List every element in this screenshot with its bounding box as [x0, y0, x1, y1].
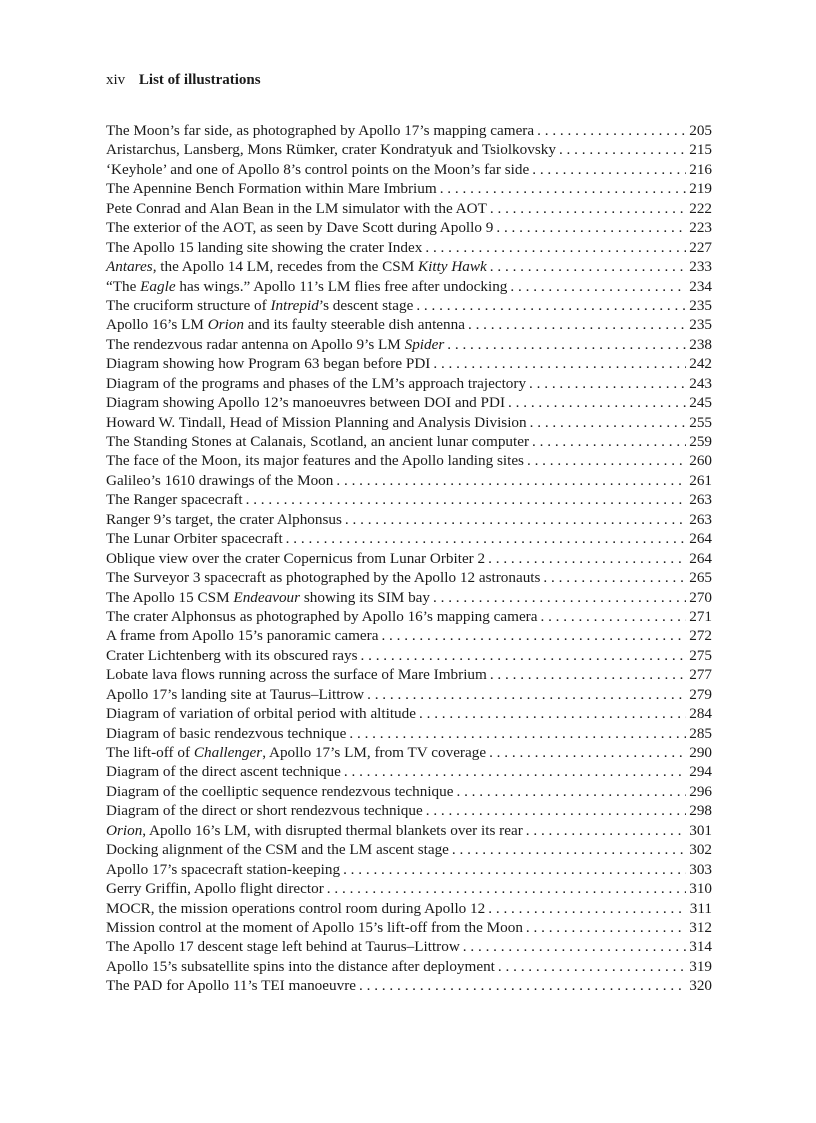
list-item	[106, 568, 712, 587]
dot-leader	[507, 277, 686, 296]
title-segment: Pete Conrad and Alan Bean in the LM simulator with the AOT	[106, 199, 487, 217]
title-segment: Apollo 17’s landing site at Taurus–Littrow	[106, 685, 365, 703]
title-segment: The rendezvous radar antenna on Apollo 9’s LM	[106, 335, 405, 353]
dot-leader	[324, 879, 686, 898]
entry-title	[106, 529, 283, 548]
dot-leader	[493, 218, 686, 237]
dot-leader	[243, 490, 686, 509]
list-item	[106, 724, 712, 743]
title-segment: Diagram of the programs and phases of the LM’s approach trajectory	[106, 374, 527, 392]
entry-page-number: 319	[689, 957, 712, 975]
entry-page-number: 263	[689, 510, 712, 528]
entry-title	[106, 588, 430, 607]
entry-title	[106, 724, 346, 743]
italic-title-segment: Orion	[207, 316, 244, 334]
title-segment: ‘Keyhole’ and one of Apollo 8’s control points on the Moon’s far side	[106, 160, 530, 178]
list-item	[106, 296, 712, 315]
dot-leader	[523, 918, 686, 937]
italic-title-segment: Kitty Hawk	[418, 258, 487, 276]
title-segment: The lift-off of	[106, 744, 194, 761]
title-segment: Galileo’s 1610 drawings of the Moon	[106, 471, 334, 489]
entry-page-number: 260	[689, 452, 712, 470]
entry-title	[106, 335, 444, 354]
entry-title	[106, 413, 527, 432]
entry-title	[106, 976, 356, 995]
entry-page-number: 296	[689, 782, 712, 800]
entry-page-number: 310	[689, 880, 712, 898]
dot-leader	[378, 626, 686, 645]
entry-title	[106, 140, 556, 159]
entry-page-number: 311	[689, 899, 712, 917]
dot-leader	[529, 160, 686, 179]
list-item	[106, 879, 712, 898]
dot-leader	[487, 199, 686, 218]
entry-page-number: 285	[689, 724, 712, 742]
entry-title	[106, 685, 364, 704]
entry-title	[106, 179, 437, 198]
dot-leader	[444, 335, 686, 354]
entry-page-number: 238	[689, 335, 712, 353]
title-segment: The crater Alphonsus as photographed by Apollo 16’s mapping camera	[106, 607, 538, 625]
title-segment: Diagram showing how Program 63 began before PDI	[106, 355, 431, 373]
list-item	[106, 510, 712, 529]
running-header	[106, 70, 261, 90]
title-segment: The Apollo 15 landing site showing the crater Index	[106, 238, 423, 256]
entry-page-number: 245	[689, 394, 712, 412]
entry-title	[106, 471, 333, 490]
entry-page-number: 222	[689, 199, 712, 217]
title-segment: showing its SIM bay	[300, 588, 431, 606]
entry-page-number: 279	[689, 685, 712, 703]
list-item	[106, 665, 712, 684]
list-item	[106, 976, 712, 995]
title-segment: Aristarchus, Lansberg, Mons Rümker, crater Kondratyuk and Tsiolkovsky	[106, 141, 556, 159]
dot-leader	[437, 179, 686, 198]
list-item	[106, 937, 712, 956]
italic-title-segment: Challenger	[193, 744, 263, 761]
entry-title	[106, 257, 487, 276]
list-item	[106, 354, 712, 373]
entry-page-number: 234	[689, 277, 712, 295]
list-item	[106, 140, 712, 159]
entry-page-number: 235	[689, 316, 712, 334]
dot-leader	[524, 451, 686, 470]
entry-page-number: 275	[689, 646, 712, 664]
list-item	[106, 762, 712, 781]
entry-page-number: 215	[689, 141, 712, 159]
title-segment: The Apennine Bench Formation within Mare Imbrium	[106, 180, 437, 198]
dot-leader	[529, 432, 686, 451]
entry-title	[106, 490, 243, 509]
entry-title	[106, 315, 465, 334]
title-segment: The Lunar Orbiter spacecraft	[106, 530, 283, 548]
list-item	[106, 899, 712, 918]
title-segment: and its faulty steerable dish antenna	[243, 316, 465, 334]
dot-leader	[487, 257, 686, 276]
list-item	[106, 432, 712, 451]
dot-leader	[430, 588, 686, 607]
entry-title	[106, 432, 529, 451]
dot-leader	[453, 782, 686, 801]
list-item	[106, 413, 712, 432]
title-segment: Apollo 16’s LM	[106, 316, 208, 334]
list-item	[106, 685, 712, 704]
entry-title	[106, 160, 529, 179]
italic-title-segment: Spider	[404, 335, 445, 353]
list-item	[106, 335, 712, 354]
entry-page-number: 242	[689, 355, 712, 373]
entry-page-number: 298	[689, 802, 712, 820]
title-segment: Oblique view over the crater Copernicus from Lunar Orbiter 2	[106, 549, 486, 567]
entry-page-number: 259	[689, 433, 712, 450]
entry-page-number: 219	[689, 180, 712, 198]
list-item	[106, 704, 712, 723]
entry-title	[106, 899, 485, 918]
dot-leader	[342, 510, 686, 529]
title-segment: Docking alignment of the CSM and the LM ascent stage	[106, 841, 449, 859]
title-segment: The cruciform structure of	[106, 296, 271, 314]
title-segment: Diagram of basic rendezvous technique	[106, 724, 347, 742]
title-segment: “The	[106, 277, 141, 295]
dot-leader	[341, 762, 686, 781]
entry-page-number: 270	[689, 588, 712, 606]
entry-title	[106, 879, 324, 898]
title-segment: Gerry Griffin, Apollo flight director	[106, 880, 324, 898]
entry-page-number: 243	[689, 374, 712, 392]
dot-leader	[505, 393, 686, 412]
entry-page-number: 216	[689, 160, 712, 178]
dot-leader	[358, 646, 686, 665]
title-segment: MOCR, the mission operations control room during Apollo 12	[106, 899, 486, 917]
dot-leader	[495, 957, 686, 976]
list-item	[106, 451, 712, 470]
title-segment: Diagram of the direct or short rendezvous technique	[106, 802, 423, 820]
dot-leader	[333, 471, 686, 490]
title-segment: Apollo 15’s subsatellite spins into the distance after deployment	[106, 957, 495, 975]
list-item	[106, 471, 712, 490]
italic-title-segment: Intrepid	[270, 296, 319, 314]
title-segment: Diagram of the coelliptic sequence rendezvous technique	[106, 782, 454, 800]
entry-page-number: 290	[689, 744, 712, 761]
entry-title	[106, 918, 523, 937]
entry-page-number: 223	[689, 219, 712, 237]
entry-page-number: 284	[689, 705, 712, 723]
page-number: xiv	[106, 72, 126, 88]
entry-title	[106, 393, 505, 412]
entry-title	[106, 646, 358, 665]
list-item	[106, 801, 712, 820]
dot-leader	[423, 801, 686, 820]
title-segment: ’s descent stage	[318, 296, 414, 314]
entry-title	[106, 549, 485, 568]
list-item	[106, 607, 712, 626]
list-item	[106, 743, 712, 762]
list-item	[106, 646, 712, 665]
title-segment: A frame from Apollo 15’s panoramic camera	[106, 627, 379, 645]
title-segment: The Surveyor 3 spacecraft as photographed by the Apollo 12 astronauts	[106, 569, 541, 587]
list-item	[106, 218, 712, 237]
title-segment: Diagram showing Apollo 12’s manoeuvres between DOI and PDI	[106, 394, 506, 412]
title-segment: Crater Lichtenberg with its obscured rays	[106, 646, 358, 664]
list-item	[106, 121, 712, 140]
entry-page-number: 235	[689, 296, 712, 314]
entry-page-number: 255	[689, 413, 712, 431]
italic-title-segment: Eagle	[140, 277, 176, 295]
dot-leader	[460, 937, 686, 956]
dot-leader	[527, 413, 686, 432]
entry-page-number: 302	[689, 841, 712, 859]
entry-title	[106, 374, 526, 393]
title-segment: Ranger 9’s target, the crater Alphonsus	[106, 510, 342, 528]
list-item	[106, 238, 712, 257]
entry-page-number: 265	[689, 569, 712, 587]
title-segment: Mission control at the moment of Apollo 15’s lift-off from the Moon	[106, 918, 523, 936]
entry-title	[106, 568, 540, 587]
dot-leader	[534, 121, 686, 140]
entry-title	[106, 121, 534, 140]
list-item	[106, 782, 712, 801]
italic-title-segment: Orion	[106, 821, 143, 839]
list-item	[106, 160, 712, 179]
entry-page-number: 294	[689, 763, 712, 781]
title-segment: The exterior of the AOT, as seen by Dave Scott during Apollo 9	[106, 219, 494, 237]
list-item	[106, 199, 712, 218]
illustrations-list	[106, 121, 712, 996]
entry-title	[106, 238, 422, 257]
dot-leader	[526, 374, 686, 393]
entry-page-number: 271	[689, 607, 712, 625]
title-segment: has wings.” Apollo 11’s LM flies free after undocking	[175, 277, 508, 295]
entry-title	[106, 762, 341, 781]
entry-page-number: 264	[689, 530, 712, 548]
dot-leader	[356, 976, 686, 995]
title-segment: Apollo 17’s spacecraft station-keeping	[106, 860, 341, 878]
title-segment: The Moon’s far side, as photographed by Apollo 17’s mapping camera	[106, 122, 535, 139]
title-segment: Howard W. Tindall, Head of Mission Planning and Analysis Division	[106, 413, 527, 431]
dot-leader	[556, 140, 686, 159]
title-segment: , Apollo 17’s LM, from TV coverage	[262, 744, 487, 761]
entry-title	[106, 957, 495, 976]
dot-leader	[487, 665, 686, 684]
list-item	[106, 257, 712, 276]
entry-title	[106, 860, 340, 879]
entry-title	[106, 296, 413, 315]
list-item	[106, 490, 712, 509]
list-item	[106, 393, 712, 412]
entry-page-number: 312	[689, 918, 712, 936]
entry-page-number: 261	[689, 471, 712, 489]
dot-leader	[413, 296, 686, 315]
list-item	[106, 549, 712, 568]
list-item	[106, 626, 712, 645]
dot-leader	[485, 549, 686, 568]
dot-leader	[540, 568, 686, 587]
entry-title	[106, 937, 460, 956]
running-title: List of illustrations	[138, 72, 261, 88]
title-segment: Diagram of variation of orbital period with altitude	[106, 705, 416, 723]
entry-title	[106, 743, 486, 762]
list-item	[106, 840, 712, 859]
italic-title-segment: Antares	[106, 258, 153, 276]
entry-page-number: 314	[689, 938, 712, 956]
dot-leader	[416, 704, 686, 723]
entry-title	[106, 665, 487, 684]
title-segment: The Standing Stones at Calanais, Scotland, an ancient lunar computer	[106, 433, 530, 450]
entry-title	[106, 782, 453, 801]
dot-leader	[422, 238, 686, 257]
title-segment: The face of the Moon, its major features and the Apollo landing sites	[106, 452, 524, 470]
title-segment: Diagram of the direct ascent technique	[106, 763, 341, 781]
dot-leader	[537, 607, 686, 626]
entry-page-number: 301	[689, 821, 712, 839]
list-item	[106, 277, 712, 296]
entry-title	[106, 510, 342, 529]
entry-page-number: 320	[689, 977, 712, 995]
title-segment: Lobate lava flows running across the surface of Mare Imbrium	[106, 666, 487, 684]
entry-page-number: 272	[689, 627, 712, 645]
dot-leader	[364, 685, 686, 704]
entry-title	[106, 704, 416, 723]
title-segment: , Apollo 16’s LM, with disrupted thermal blankets over its rear	[142, 821, 523, 839]
entry-title	[106, 451, 524, 470]
title-segment: The Apollo 15 CSM	[106, 588, 234, 606]
entry-page-number: 303	[689, 860, 712, 878]
dot-leader	[430, 354, 686, 373]
entry-page-number: 264	[689, 549, 712, 567]
list-item	[106, 179, 712, 198]
entry-page-number: 205	[689, 122, 712, 139]
entry-title	[106, 354, 430, 373]
list-item	[106, 957, 712, 976]
list-item	[106, 821, 712, 840]
dot-leader	[283, 529, 686, 548]
dot-leader	[340, 860, 686, 879]
entry-title	[106, 218, 493, 237]
entry-title	[106, 277, 507, 296]
title-segment: The Ranger spacecraft	[106, 491, 243, 509]
title-segment: The Apollo 17 descent stage left behind at Taurus–Littrow	[106, 938, 460, 956]
entry-title	[106, 840, 449, 859]
entry-title	[106, 626, 378, 645]
title-segment: , the Apollo 14 LM, recedes from the CSM	[152, 258, 419, 276]
entry-title	[106, 801, 423, 820]
entry-title	[106, 199, 487, 218]
dot-leader	[485, 899, 686, 918]
dot-leader	[346, 724, 686, 743]
list-item	[106, 529, 712, 548]
entry-page-number: 227	[689, 238, 712, 256]
list-item	[106, 374, 712, 393]
entry-page-number: 263	[689, 491, 712, 509]
italic-title-segment: Endeavour	[233, 588, 301, 606]
dot-leader	[486, 743, 686, 762]
entry-page-number: 277	[689, 666, 712, 684]
list-item	[106, 588, 712, 607]
list-item	[106, 860, 712, 879]
dot-leader	[449, 840, 686, 859]
entry-page-number: 233	[689, 258, 712, 276]
title-segment: The PAD for Apollo 11’s TEI manoeuvre	[106, 977, 356, 995]
entry-title	[106, 821, 523, 840]
entry-title	[106, 607, 537, 626]
dot-leader	[465, 315, 686, 334]
list-item	[106, 918, 712, 937]
dot-leader	[523, 821, 686, 840]
list-item	[106, 315, 712, 334]
